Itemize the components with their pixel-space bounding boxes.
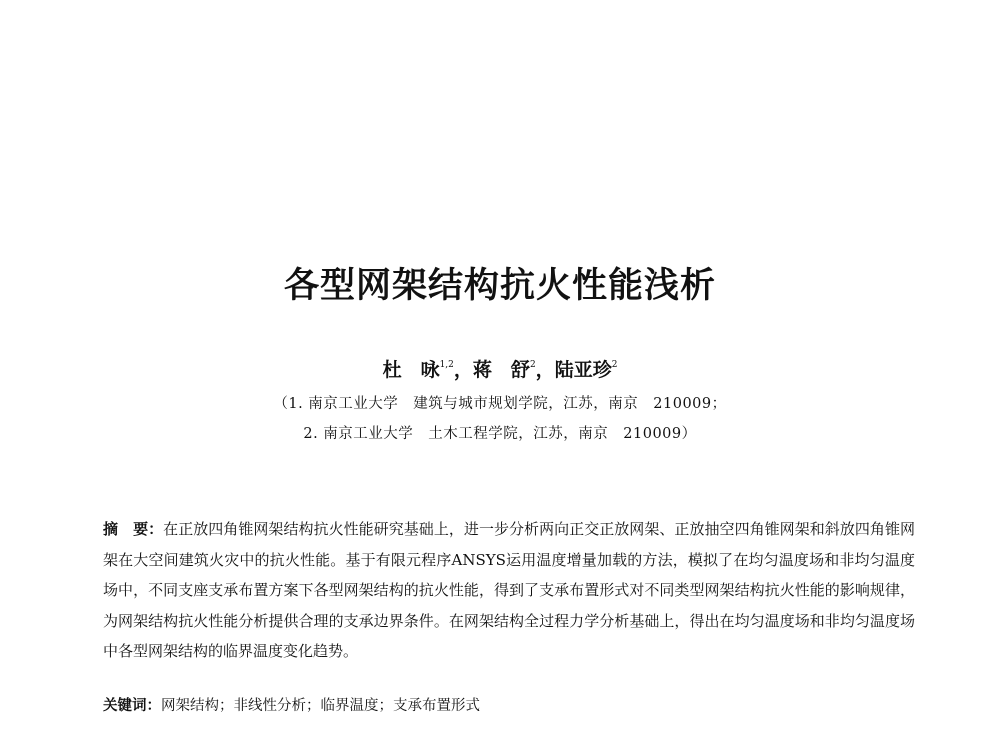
- author-affiliation-mark: 2: [611, 360, 618, 370]
- author-name: 杜 咏: [382, 359, 440, 381]
- abstract: [103, 514, 915, 667]
- author-affiliation-mark: 1,2: [439, 360, 454, 370]
- author-list: [0, 355, 1000, 382]
- author-affiliation-mark: 2: [529, 360, 536, 370]
- keywords-text: 网架结构；非线性分析；临界温度；支承布置形式: [161, 698, 480, 714]
- author-name: 陆亚珍: [554, 359, 612, 381]
- abstract-text: 在正放四角锥网架结构抗火性能研究基础上，进一步分析两向正交正放网架、正放抽空四角锥网架和斜放四角锥网架在大空间建筑火灾中的抗火性能。基于有限元程序ANSYS运用温度增量加载的方法，模拟了在均匀温度场和非均匀温度场中，不同支座支承布置方案下各型网架结构的抗火性能，得到了支承布置形式对不同类型网架结构抗火性能的影响规律，为网架结构抗火性能分析提供合理的支承边界条件。在网架结构全过程力学分析基础上，得出在均匀温度场和非均匀温度场中各型网架结构的临界温度变化趋势。: [103, 520, 915, 660]
- author-separator: ，: [535, 359, 555, 381]
- author-separator: ，: [453, 359, 473, 381]
- abstract-label: 摘 要：: [103, 520, 164, 538]
- keywords: [103, 694, 915, 715]
- affiliation-line: 2. 南京工业大学 土木工程学院，江苏，南京 210009）: [303, 426, 697, 442]
- affiliation-line: （1. 南京工业大学 建筑与城市规划学院，江苏，南京 210009；: [273, 396, 727, 412]
- author-name: 蒋 舒: [472, 359, 530, 381]
- paper-title: 各型网架结构抗火性能浅析: [283, 266, 716, 306]
- keywords-label: 关键词：: [103, 698, 161, 714]
